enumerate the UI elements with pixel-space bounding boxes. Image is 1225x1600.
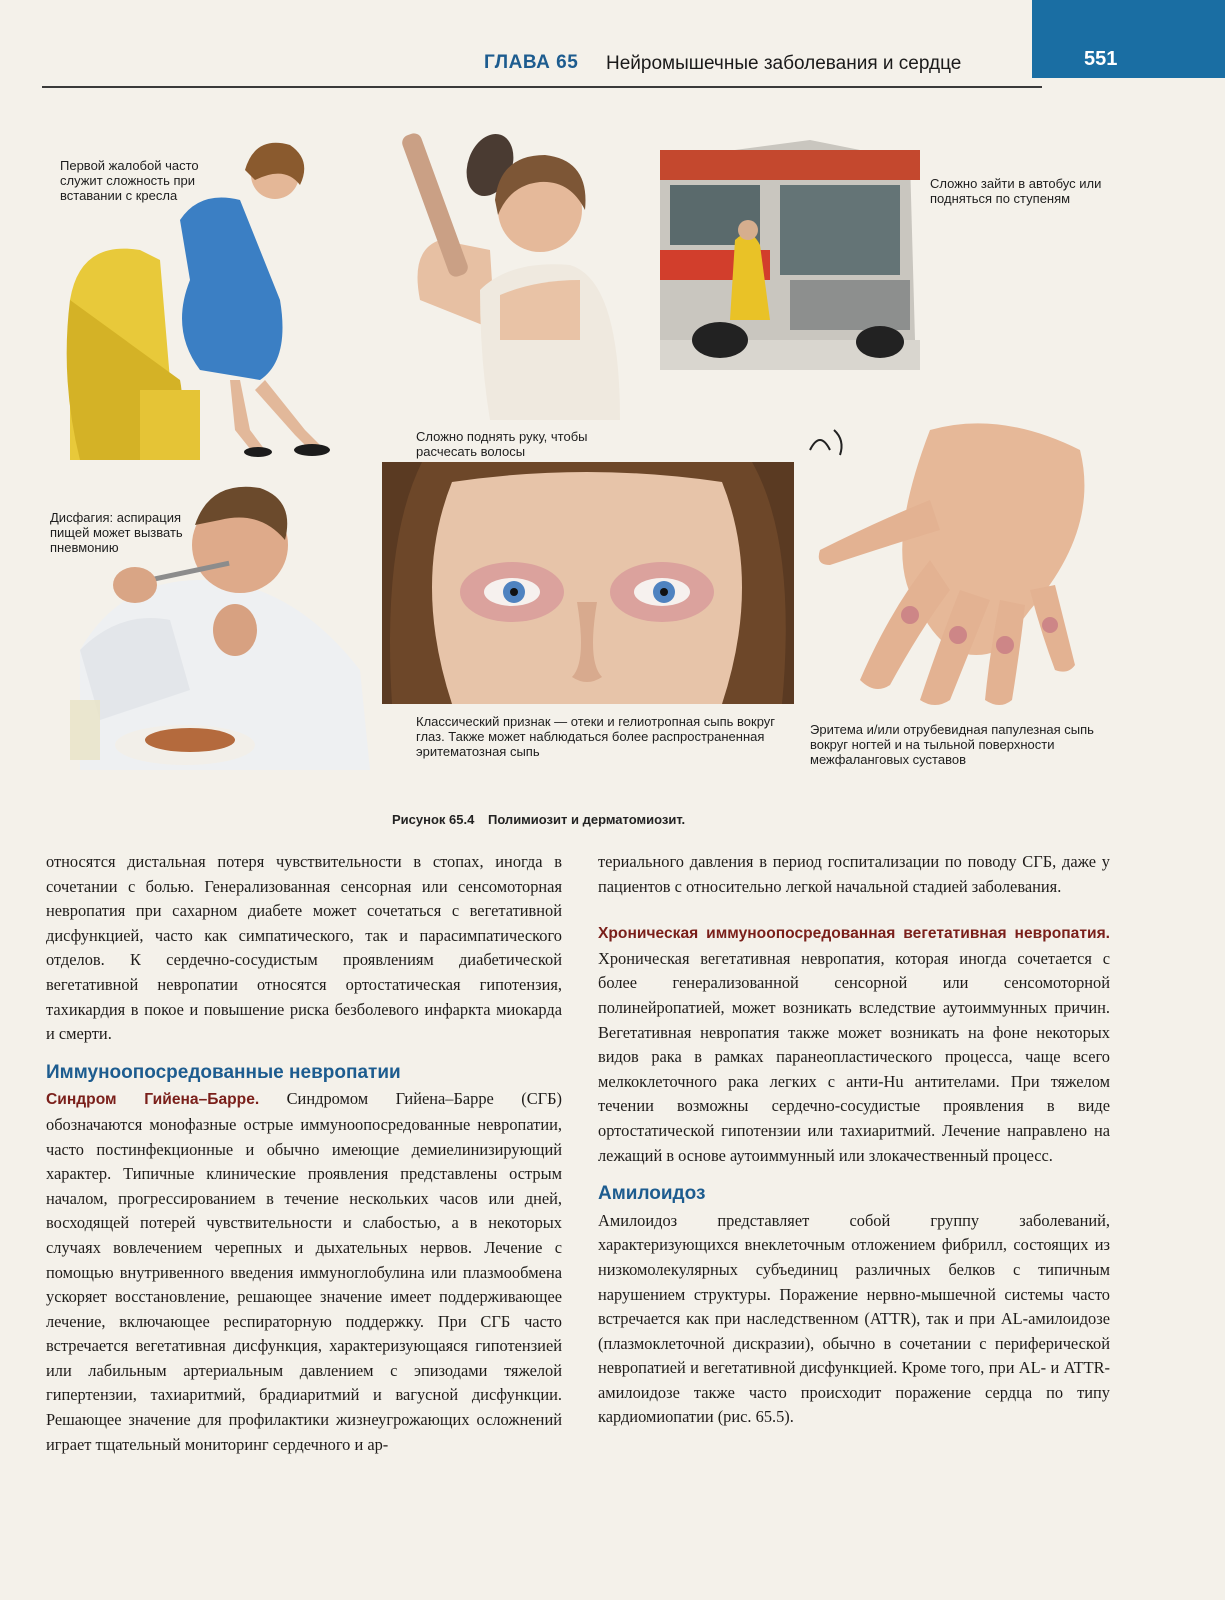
paragraph [598,921,1110,1168]
illustration-hand [800,410,1110,710]
paragraph: относятся дистальная потеря чувствительности в стопах, иногда в сочетании с болью. Генерализованная сенсорная или сенсомоторная невропатия при сахарном диабете может сочетаться с вегетативной дисфункцией, часто как симпатического, так и парасимпатического отделов. К сердечно-сосудистым проявлениям диабетической вегетативной невропатии относятся ортостатическая гипотензия, тахикардия в покое и повышение риска безболевого инфаркта миокарда и смерти. [46,852,562,1044]
caption-eyes: Классический признак — отеки и гелиотропная сыпь вокруг глаз. Также может наблюдаться более распространенная эритематозная сыпь [416,714,776,759]
caption-hair: Сложно поднять руку, чтобы расчесать волосы [416,429,588,459]
paragraph-text: Синдромом Гийена–Барре (СГБ) обозначаются монофазные острые иммуноопосредованные невропатии, часто постинфекционные и обычно имеющие демиелинизирующий характер. Типичные клинические проявления представлены острым началом, прогрессированием в течение нескольких часов или дней, восходящей потерей чувствительности и слабостью, а в некоторых случаях вовлечением черепных и дыхательных нервов. Лечение с помощью внутривенного введения иммуноглобулина или плазмообмена ускоряет восстановление, решающее значение имеет поддерживающее лечение, включающее респираторную поддержку. При СГБ часто встречается вегетативная дисфункция, характеризующаяся гипотензией или лабильным артериальным давлением с эпизодами тяжелой гипертензии, тахиаритмий, брадиаритмий и вагусной дисфункции. Решающее значение для профилактики жизнеугрожающих осложнений играет тщательный мониторинг сердечного и ар- [46,1089,562,1454]
running-header [0,0,1225,92]
illustration-bus [660,130,920,370]
right-column [598,850,1110,1430]
paragraph: Амилоидоз представляет собой группу заболеваний, характеризующихся внеклеточным отложением фибрилл, состоящих из низкомолекулярных субъединиц различных белков с типичным нарушением структуры. Поражение нервно-мышечной системы часто встречается как при наследственном (ATTR), так и при AL-амилоидозе (плазмоклеточной дискразии), обычно в сочетании с периферической невропатией и вегетативной дисфункцией. Кроме того, при AL- и ATTR-амилоидозе также часто происходит поражение сердца по типу кардиомиопатии (рис. 65.5). [598,1210,1110,1427]
paragraph [46,1087,562,1457]
caption-bus: Сложно зайти в автобус или подняться по ступеням [930,176,1102,206]
caption-chair: Первой жалобой часто служит сложность при вставании с кресла [60,158,199,203]
illustration-hair [380,130,630,420]
header-rule [42,86,1042,88]
illustration-eyes [382,462,794,704]
caption-dysphagia: Дисфагия: аспирация пищей может вызвать пневмонию [50,510,183,555]
figure-number: Рисунок 65.4 [392,812,475,827]
section-heading: Иммуноопосредованные невропатии [46,1061,401,1083]
inline-heading: Синдром Гийена–Барре. [46,1091,260,1109]
page-number: 551 [1084,48,1118,70]
figure-caption [392,812,685,827]
spacer [598,899,1110,921]
page-number-tab [1032,0,1225,78]
left-column [46,850,562,1457]
chapter-title: Нейромышечные заболевания и сердце [606,53,962,74]
paragraph: териального давления в период госпитализации по поводу СГБ, даже у пациентов с относительно легкой начальной стадией заболевания. [598,852,1110,896]
inline-heading: Хроническая иммуноопосредованная вегетативная невропатия. [598,925,1110,943]
figure-title: Полимиозит и дерматомиозит. [487,812,686,827]
section-heading: Амилоидоз [598,1183,706,1205]
caption-hand: Эритема и/или отрубевидная папулезная сыпь вокруг ногтей и на тыльной поверхности межфаланговых суставов [810,722,1094,767]
paragraph-text: Хроническая вегетативная невропатия, которая иногда сочетается с более генерализованной сенсорной или сенсомоторной полинейропатией, может возникать вследствие аутоиммунных причин. Вегетативная невропатия также может возникать на фоне некоторых видов рака в рамках паранеопластического процесса, чаще всего мелкоклеточного рака легких с анти-Hu антителами. При тяжелом течении возможны сердечно-сосудистые проявления в виде ортостатической гипотензии или тахиаритмий. Лечение направлено на лежащий в основе аутоиммунный или злокачественный процесс. [598,948,1110,1165]
chapter-label: ГЛАВА 65 [484,52,579,73]
